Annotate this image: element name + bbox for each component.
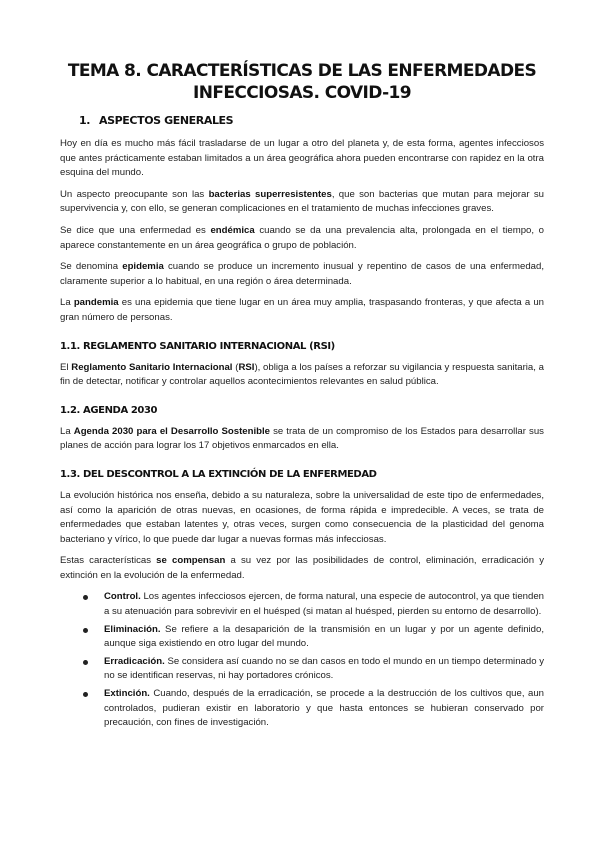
bold-term: bacterias superresistentes (208, 188, 332, 200)
list-item-extinction: Extinción. Cuando, después de la erradicación, se procede a la destrucción de los cultivos que, aun controlados, pudieran existir en laboratorio y que hasta entonces se hubieran conservado por precaución, con fines de investigación. (104, 687, 544, 731)
bullet-list (60, 590, 544, 730)
bold-term: Extinción. (104, 688, 150, 700)
list-item-control: Control. Los agentes infecciosos ejercen, de forma natural, una especie de autocontrol, ya que tienden a su atenuación para sobrevivir en el huésped (si matan al huésped, pierden su entorno de desarrollo). (104, 590, 544, 619)
paragraph-compensation: Estas características se compensan a su vez por las posibilidades de control, eliminación, erradicación y extinción en la evolución de la enfermedad. (60, 555, 544, 581)
bold-term: Control. (104, 591, 141, 603)
paragraph-rsi: El Reglamento Sanitario Internacional (RSI), obliga a los países a reforzar su vigilancia y respuesta sanitaria, a fin de detectar, notificar y controlar aquellos acontecimientos relevantes en salud pública. (60, 361, 544, 388)
list-item-eradication: Erradicación. Se considera así cuando no se dan casos en todo el mundo en un tiempo determinado y no se identifican reservas, ni hay portadores crónicos. (104, 655, 544, 684)
section-number: 1. (79, 114, 91, 127)
bold-term: Eliminación. (104, 623, 161, 635)
section-heading-descontrol: 1.3. DEL DESCONTROL A LA EXTINCIÓN DE LA ENFERMEDAD (60, 468, 377, 480)
paragraph-superbacteria: Un aspecto preocupante son las bacterias superresistentes, que son bacterias que mutan para mejorar su supervivencia y, con ello, se generan complicaciones en el tratamiento de muchas infecciones graves. (60, 188, 544, 215)
section-heading-aspectos-generales (79, 114, 544, 127)
paragraph-endemic: Se dice que una enfermedad es endémica cuando se da una prevalencia alta, prolongada en el tiempo, o aparece constantemente en un área geográfica o grupo de población. (60, 224, 544, 251)
paragraph-agenda-2030: La Agenda 2030 para el Desarrollo Sostenible se trata de un compromiso de los Estados para desarrollar sus planes de acción para lograr los 17 objetivos enmarcados en ella. (60, 425, 544, 452)
paragraph-pandemic: La pandemia es una epidemia que tiene lugar en un área muy amplia, traspasando fronteras, y que afecta a un gran número de personas. (60, 297, 545, 323)
section-heading-rsi: 1.1. REGLAMENTO SANITARIO INTERNACIONAL (RSI) (60, 340, 335, 352)
paragraph-epidemic: Se denomina epidemia cuando se produce un incremento inusual y repentino de casos de una enfermedad, claramente superior a lo habitual, en una región o área determinada. (60, 261, 545, 287)
section-heading-text: ASPECTOS GENERALES (99, 114, 234, 127)
bold-term: se compensan (156, 555, 226, 567)
bold-term: pandemia (73, 297, 119, 309)
section-heading-agenda-2030: 1.2. AGENDA 2030 (60, 404, 158, 416)
bold-term: RSI (238, 361, 255, 373)
bold-term: epidemia (122, 261, 164, 273)
bold-term: Erradicación. (104, 655, 165, 667)
paragraph-travel: Hoy en día es mucho más fácil trasladarse de un lugar a otro del planeta y, de esta forma, agentes infecciosos que antes prácticamente estaban limitados a un área geográfica ahora pueden encontrarse con rapidez en la otra esquina del mundo. (60, 138, 544, 179)
bold-term: Reglamento Sanitario Internacional (71, 361, 233, 373)
list-item-elimination: Eliminación. Se refiere a la desaparición de la transmisión en un lugar y por un agente definido, aunque siga existiendo en otro lugar del mundo. (104, 623, 544, 652)
paragraph-evolution: La evolución histórica nos enseña, debido a su naturaleza, sobre la universalidad de este tipo de enfermedades, así como la aparición de otras nuevas, en ocasiones, de forma rápida e impredecible. A veces, se trata de enfermedades que estaban latentes y, otras veces, surgen como consecuencia de la plasticidad del genoma bacteriano y vírico, lo que puede dar lugar a nuevas formas más infecciosas. (60, 489, 544, 545)
document-title: TEMA 8. CARACTERÍSTICAS DE LAS ENFERMEDADES INFECCIOSAS. COVID-19 (67, 61, 537, 103)
bold-term: Agenda 2030 para el Desarrollo Sostenible (73, 425, 270, 437)
bold-term: endémica (210, 224, 255, 236)
